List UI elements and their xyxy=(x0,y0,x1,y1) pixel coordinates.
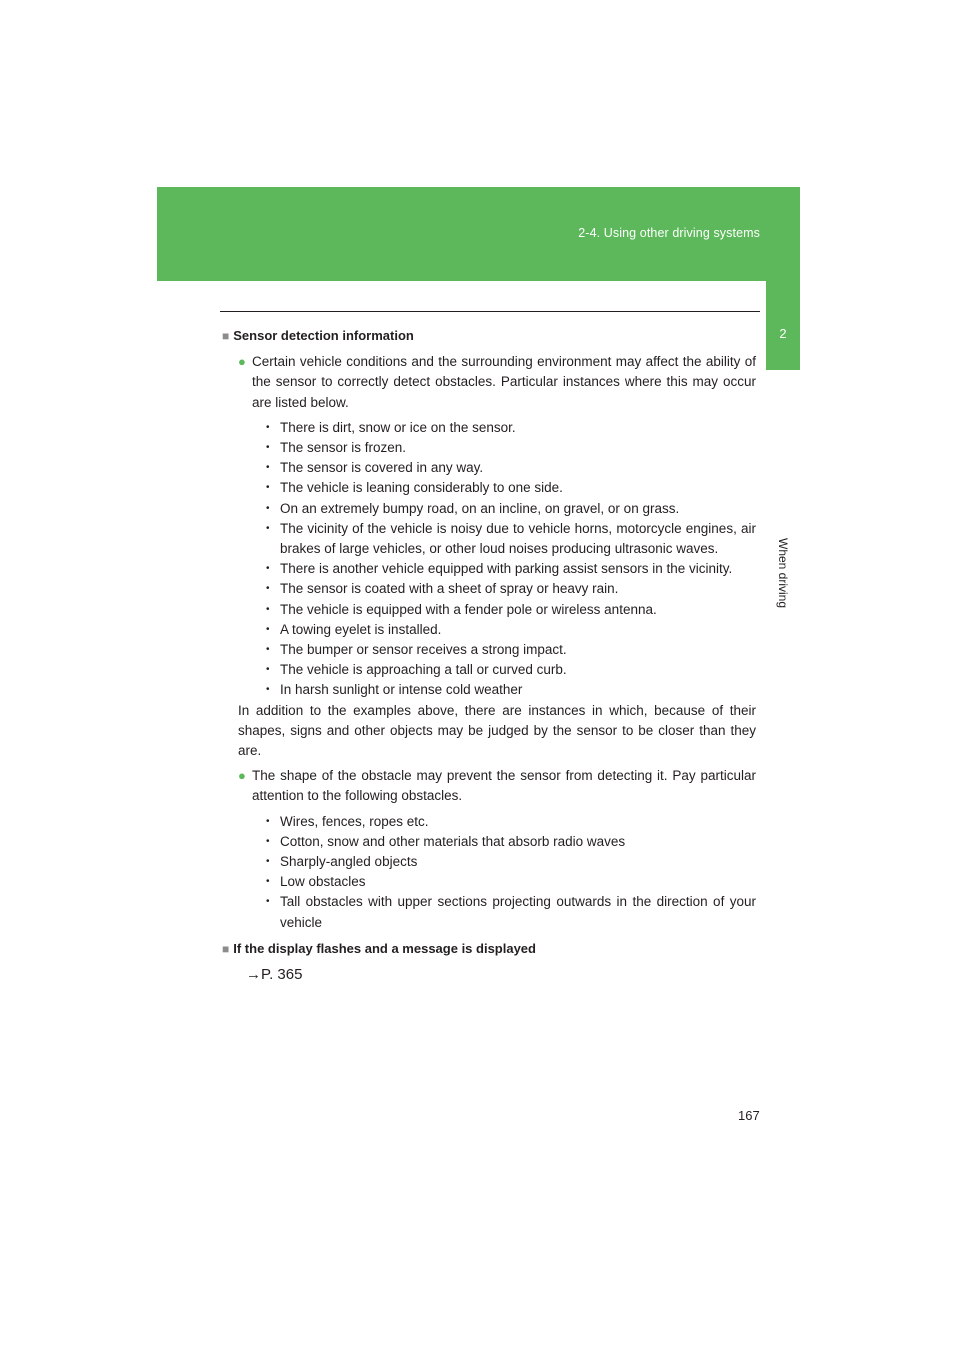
list-item: • Wires, fences, ropes etc. xyxy=(266,812,756,832)
section-title: 2-4. Using other driving systems xyxy=(578,226,760,240)
list-item: • Tall obstacles with upper sections projecting outwards in the direction of your vehicle xyxy=(266,892,756,932)
page-content xyxy=(222,326,756,985)
list-item: • The bumper or sensor receives a strong impact. xyxy=(266,640,756,660)
circle-bullet-icon: ● xyxy=(238,768,246,784)
list-item: • The sensor is frozen. xyxy=(266,438,756,458)
list-item: • A towing eyelet is installed. xyxy=(266,620,756,640)
obstacles-list xyxy=(266,812,756,933)
sensor-heading: ■ Sensor detection information xyxy=(222,328,414,343)
list-item: • The vehicle is leaning considerably to one side. xyxy=(266,478,756,498)
flash-heading: ■ If the display flashes and a message is displayed xyxy=(222,940,536,956)
list-item: • The vehicle is equipped with a fender pole or wireless antenna. xyxy=(266,600,756,620)
chapter-label-area xyxy=(766,370,800,639)
list-item: • Low obstacles xyxy=(266,872,756,892)
sensor-para-2: In addition to the examples above, there are instances in which, because of their shapes, signs and other objects may be judged by the sensor to be closer than they are. xyxy=(238,702,756,759)
circle-bullet-icon: ● xyxy=(238,354,246,370)
sensor-para-1: ● Certain vehicle conditions and the surrounding environment may affect the ability of the sensor to correctly detect obstacles. Particular instances where this may occur are listed below. xyxy=(238,354,756,410)
square-bullet-icon: ■ xyxy=(222,329,230,343)
chapter-label: When driving xyxy=(776,538,790,609)
list-item: • The vicinity of the vehicle is noisy due to vehicle horns, motorcycle engines, air brakes of large vehicles, or other loud noises producing ultrasonic waves. xyxy=(266,519,756,559)
sensor-para-3: ● The shape of the obstacle may prevent the sensor from detecting it. Pay particular attention to the following obstacles. xyxy=(238,768,756,804)
chapter-number: 2 xyxy=(766,281,800,372)
list-item: • The vehicle is approaching a tall or curved curb. xyxy=(266,660,756,680)
list-item: • There is dirt, snow or ice on the sensor. xyxy=(266,418,756,438)
page-reference-link[interactable]: →P. 365 xyxy=(246,966,303,984)
conditions-list xyxy=(266,418,756,701)
top-rule xyxy=(220,311,760,312)
list-item: • The sensor is coated with a sheet of spray or heavy rain. xyxy=(266,579,756,599)
list-item: • Cotton, snow and other materials that absorb radio waves xyxy=(266,832,756,852)
square-bullet-icon: ■ xyxy=(222,941,230,956)
page-number: 167 xyxy=(738,1108,760,1123)
list-item: • There is another vehicle equipped with parking assist sensors in the vicinity. xyxy=(266,559,756,579)
list-item: • The sensor is covered in any way. xyxy=(266,458,756,478)
list-item: • In harsh sunlight or intense cold weather xyxy=(266,680,756,700)
list-item: • On an extremely bumpy road, on an incline, on gravel, or on grass. xyxy=(266,499,756,519)
list-item: • Sharply-angled objects xyxy=(266,852,756,872)
